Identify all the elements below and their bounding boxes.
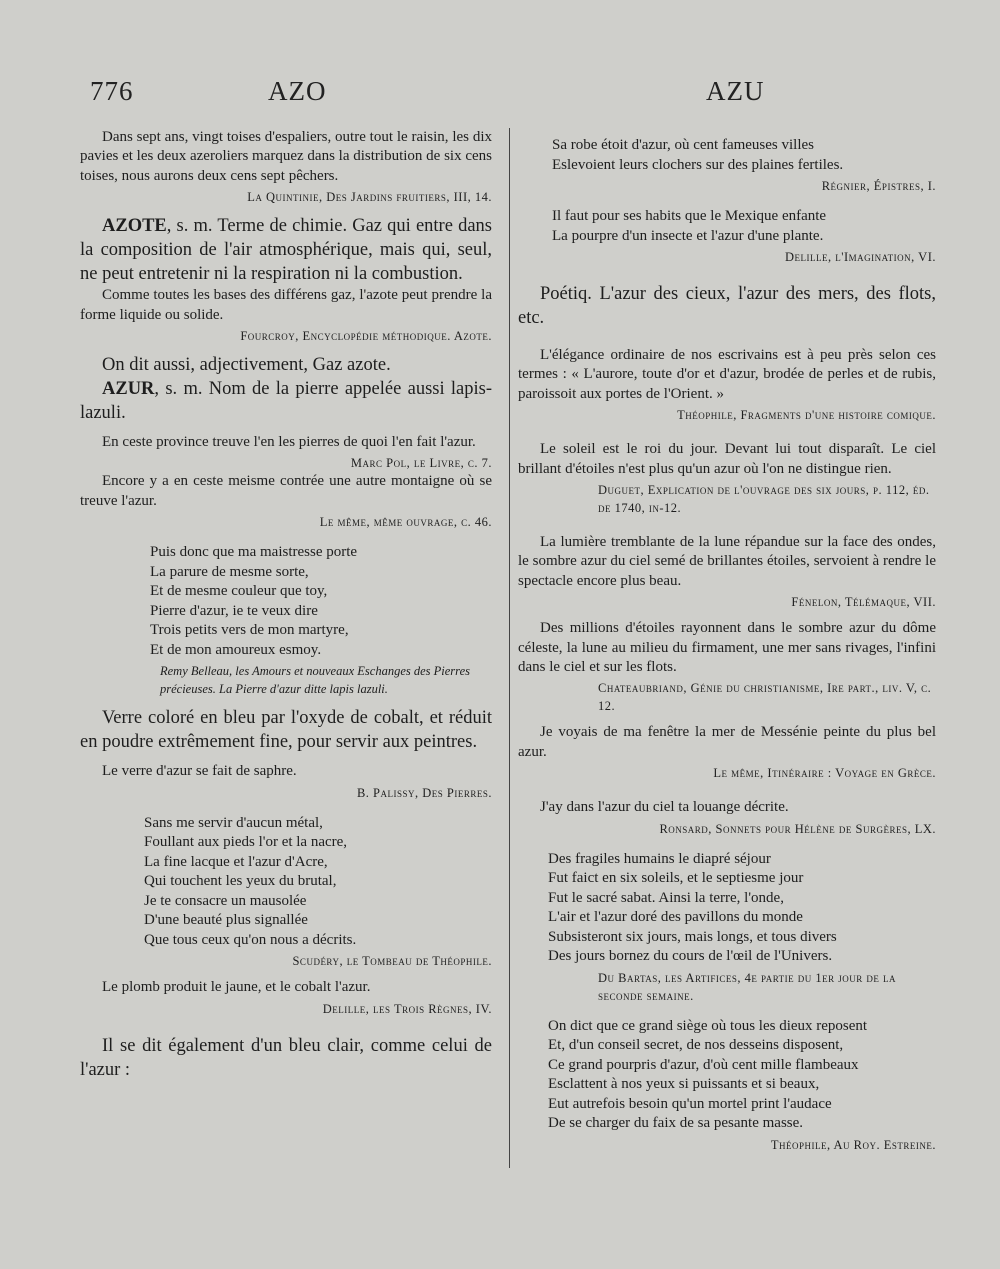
verse-line: Foullant aux pieds l'or et la nacre, (144, 834, 348, 851)
verse-line: Eslevoient leurs clochers sur des plaines fertiles. (552, 156, 844, 173)
verse-line: Trois petits vers de mon martyre, (150, 622, 349, 639)
verse-line: La fine lacque et l'azur d'Acre, (144, 853, 328, 870)
quote-marc-pol: En ceste province treuve l'en les pierres de quoi l'en fait l'azur. (102, 434, 476, 451)
source-du-bartas: Du Bartas, les Artifices, 4e partie du 1er jour de la seconde semaine. (598, 970, 897, 1003)
verse-scudery (80, 814, 492, 951)
verse-line: Qui touchent les yeux du brutal, (144, 873, 337, 890)
verse-line: Sans me servir d'aucun métal, (144, 814, 323, 831)
page-number: 776 (90, 76, 134, 106)
verse-line: Fut faict en six soleils, et le septiesme jour (548, 870, 804, 887)
verse-line: Puis donc que ma maistresse porte (150, 544, 358, 561)
quote-quintinie: Dans sept ans, vingt toises d'espaliers, outre tout le raisin, les dix pavies et les deux azeroliers marquez dans la distribution de six cens toises, nous aurons deux cens sept pêchers. (80, 129, 492, 184)
source-fenelon: Fénelon, Télémaque, VII. (791, 595, 936, 610)
verse-line: Ce grand pourpris d'azur, d'où cent mille flambeaux (548, 1056, 859, 1073)
quote-chateaubriand: Des millions d'étoiles rayonnent dans le sombre azur du dôme céleste, la lune au milieu du firmament, une mer sans rivages, l'infini dans le ciel et sur les flots. (518, 620, 936, 676)
quote-theophile-aurore: L'élégance ordinaire de nos escrivains est à peu près selon ces termes : « L'aurore, toute d'or et d'azur, brodée de perles et de rubis, paroissoit aux portes de l'Orient. » (518, 347, 936, 402)
right-running-head: AZU (706, 76, 765, 106)
sense-poetique: Poétiq. L'azur des cieux, l'azur des mers, des flots, etc. (518, 284, 936, 328)
verse-theophile-roy (518, 1017, 936, 1134)
verse-regnier (518, 136, 936, 175)
source-scudery: Scudéry, le Tombeau de Théophile. (292, 954, 492, 969)
azote-adjective: On dit aussi, adjectivement, Gaz azote. (102, 355, 391, 376)
azur-definition: , s. m. Nom de la pierre appelée aussi lapis-lazuli. (80, 379, 492, 424)
source-le-meme: Le même, même ouvrage, c. 46. (319, 515, 492, 530)
verse-delille-imagination (518, 207, 936, 246)
azote-definition: , s. m. Terme de chimie. Gaz qui entre dans la composition de l'air atmosphérique, mais qui, seul, ne peut entretenir ni la respiration ni la combustion. (80, 216, 492, 285)
source-palissy: B. Palissy, Des Pierres. (356, 785, 492, 800)
quote-le-meme: Encore y a en ceste meisme contrée une autre montaigne où se treuve l'azur. (80, 473, 492, 509)
verse-line: Pierre d'azur, ie te veux dire (150, 602, 318, 619)
right-column (518, 128, 936, 1154)
source-chateaubriand: Chateaubriand, Génie du christianisme, Ire part., liv. V, c. 12. (598, 681, 932, 714)
headword-azur: AZUR (102, 379, 155, 400)
entry-azur (80, 377, 492, 425)
verse-line: La parure de mesme sorte, (150, 563, 309, 580)
source-ronsard: Ronsard, Sonnets pour Hélène de Surgères, LX. (659, 821, 936, 836)
headword-azote: AZOTE (102, 216, 167, 237)
verse-du-bartas (518, 850, 936, 967)
source-fourcroy: Fourcroy, Encyclopédie méthodique. Azote. (240, 329, 492, 344)
entry-azote (80, 214, 492, 286)
source-theophile-fragments: Théophile, Fragments d'une histoire comique. (677, 408, 936, 423)
verse-belleau (80, 543, 492, 660)
verse-line: De se charger du faix de sa pesante masse. (548, 1115, 804, 1132)
quote-ronsard: J'ay dans l'azur du ciel ta louange décrite. (540, 799, 789, 816)
verse-line: Que tous ceux qu'on nous a décrits. (144, 931, 357, 948)
verse-line: L'air et l'azur doré des pavillons du monde (548, 909, 803, 926)
source-quintinie: La Quintinie, Des Jardins fruitiers, III, 14. (247, 190, 492, 205)
verse-line: Je te consacre un mausolée (144, 892, 307, 909)
column-divider (509, 128, 510, 1168)
quote-delille-plomb: Le plomb produit le jaune, et le cobalt l'azur. (102, 979, 371, 996)
left-running-head: AZO (268, 76, 327, 106)
source-regnier: Régnier, Épistres, I. (821, 179, 936, 193)
verse-line: La pourpre d'un insecte et l'azur d'une plante. (552, 227, 824, 244)
quote-palissy: Le verre d'azur se fait de saphre. (102, 763, 297, 780)
verse-line: D'une beauté plus signallée (144, 912, 308, 929)
verse-line: On dict que ce grand siège où tous les dieux reposent (548, 1017, 868, 1034)
source-duguet: Duguet, Explication de l'ouvrage des six jours, p. 112, éd. de 1740, in-12. (598, 483, 930, 516)
source-belleau: Remy Belleau, les Amours et nouveaux Eschanges des Pierres précieuses. La Pierre d'azur ditte lapis lazuli. (160, 664, 470, 697)
sense-bleu-clair: Il se dit également d'un bleu clair, comme celui de l'azur : (80, 1035, 492, 1080)
source-marc-pol: Marc Pol, le Livre, c. 7. (350, 456, 492, 471)
verse-line: Il faut pour ses habits que le Mexique enfante (552, 208, 827, 224)
source-theophile-roy: Théophile, Au Roy. Estreine. (770, 1137, 936, 1152)
verse-line: Subsisteront six jours, mais longs, et tous divers (548, 928, 837, 945)
sense-verre-colore: Verre coloré en bleu par l'oxyde de cobalt, et réduit en poudre extrêmement fine, pour servir aux peintres. (80, 708, 492, 753)
verse-line: Eut autrefois besoin qu'un mortel print l'audace (548, 1095, 832, 1112)
quote-duguet: Le soleil est le roi du jour. Devant lui tout disparaît. Le ciel brillant d'étoiles n'est plus qu'un azur où l'on ne distingue rien. (518, 441, 936, 477)
verse-line: Des jours bornez du cours de l'œil de l'Univers. (548, 948, 833, 965)
source-delille-imagination: Delille, l'Imagination, VI. (784, 250, 936, 264)
verse-line: Et de mesme couleur que toy, (150, 583, 328, 600)
verse-line: Des fragiles humains le diapré séjour (548, 850, 771, 867)
verse-line: Esclattent à nos yeux si puissants et si beaux, (548, 1076, 820, 1093)
verse-line: Et, d'un conseil secret, de nos desseins disposent, (548, 1037, 844, 1054)
source-delille-regnes: Delille, les Trois Règnes, IV. (322, 1001, 492, 1016)
quote-fourcroy: Comme toutes les bases des différens gaz, l'azote peut prendre la forme liquide ou solide. (80, 287, 492, 323)
quote-fenelon: La lumière tremblante de la lune répandue sur la face des ondes, le sombre azur du ciel semé de brillantes étoiles, servoient à rendre le spectacle encore plus beau. (518, 534, 936, 589)
verse-line: Fut le sacré sabat. Ainsi la terre, l'onde, (548, 889, 784, 906)
verse-line: Sa robe étoit d'azur, où cent fameuses villes (552, 137, 815, 153)
source-itineraire: Le même, Itinéraire : Voyage en Grèce. (713, 766, 936, 781)
left-column (80, 128, 492, 1082)
quote-itineraire: Je voyais de ma fenêtre la mer de Messénie peinte du plus bel azur. (518, 724, 936, 760)
verse-line: Et de mon amoureux esmoy. (150, 641, 322, 658)
